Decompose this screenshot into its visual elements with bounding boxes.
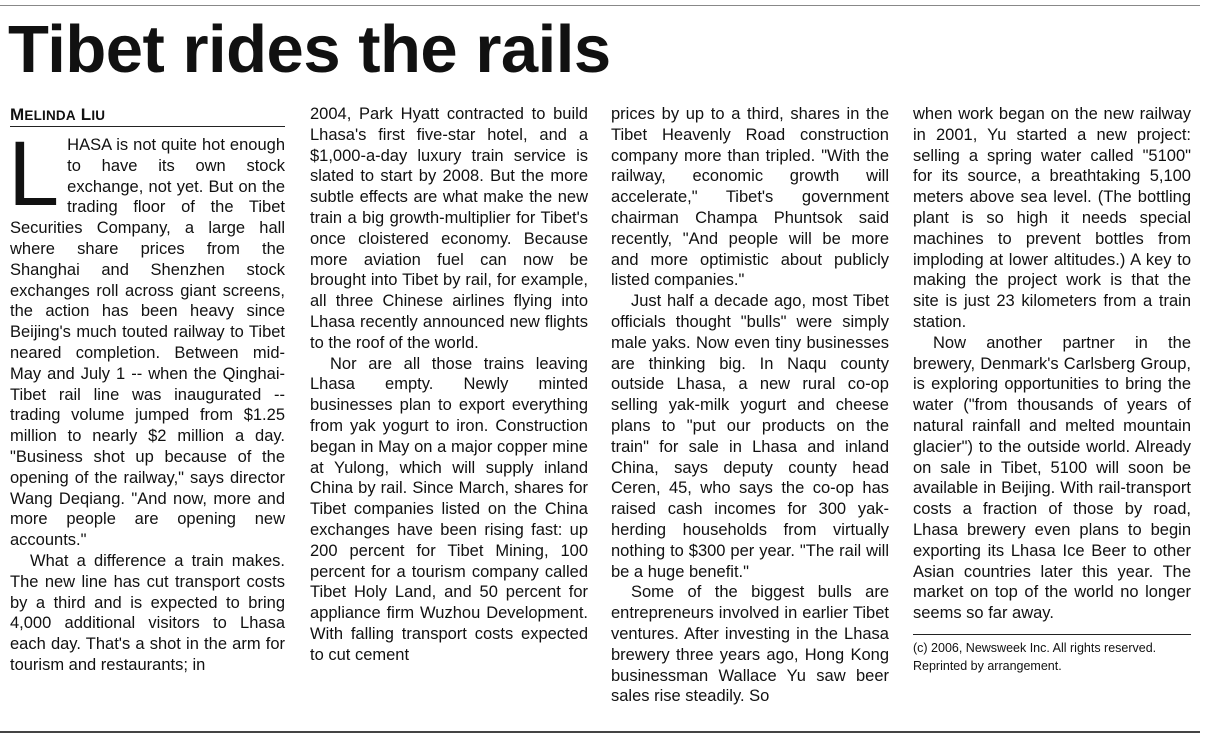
copyright-separator [913,634,1191,635]
column-4 [913,104,1191,675]
paragraph: 2004, Park Hyatt contracted to build Lhasa's first five-star hotel, and a $1,000-a-day luxury train service is slated to start by 2008. But the more subtle effects are what make the new train a big growth-multiplier for Tibet's once cloistered economy. Because more aviation fuel can now be brought into Tibet by rail, for example, all three Chinese airlines flying into Lhasa recently announced new flights to the roof of the world. [310,105,588,352]
column-2 [310,104,588,666]
drop-cap: L [8,123,60,225]
bottom-rule [0,731,1200,733]
paragraph: prices by up to a third, shares in the Tibet Heavenly Road construction company more than tripled. "With the railway, economic growth will accelerate," Tibet's government chairman Champa Phuntsok said recently, "And people will be more and more optimistic about publicly listed companies." [611,105,889,290]
byline: MELINDA LIU [10,104,285,127]
paragraph: Nor are all those trains leaving Lhasa empty. Newly minted businesses plan to export everything from yak yogurt to iron. Construction began in May on a major copper mine at Yulong, which will supply inland China by rail. Since March, shares for Tibet companies listed on the China exchanges have been rising fast: up 200 percent for Tibet Mining, 100 percent for a tourism company called Tibet Holy Land, and 50 percent for appliance firm Wuzhou Development. With falling transport costs expected to cut cement [310,354,588,664]
top-rule [0,5,1200,6]
paragraph: What a difference a train makes. The new line has cut transport costs by a third and is expected to bring 4,000 additional visitors to Lhasa each day. That's a shot in the arm for tourism and restaurants; in [10,551,285,674]
column-1 [10,104,285,676]
copyright-notice: (c) 2006, Newsweek Inc. All rights reserved. Reprinted by arrangement. [913,640,1157,673]
paragraph: Just half a decade ago, most Tibet officials thought "bulls" were simply male yaks. Now even tiny businesses are thinking big. In Naqu county outside Lhasa, a new rural co-op selling yak-milk yogurt and cheese plans to "put our products on the train" for sale in Lhasa and inland China, says deputy county head Ceren, 45, who says the co-op has raised cash incomes for 300 yak-herding households from virtually nothing to $300 per year. "The rail will be a huge benefit." [611,292,889,581]
column-3 [611,104,889,707]
paragraph: when work began on the new railway in 2001, Yu started a new project: selling a spring water called "5100" for its source, a breathtaking 5,100 meters above sea level. (The bottling plant is so high it needs special machines to prevent bottles from imploding at lower altitudes.) A key to making the project work is that the site is just 23 kilometers from a train station. [913,105,1191,331]
paragraph: Some of the biggest bulls are entrepreneurs involved in earlier Tibet ventures. After investing in the Lhasa brewery three years ago, Hong Kong businessman Wallace Yu saw beer sales rise steadily. So [611,583,889,706]
lead-paragraph: LHASA is not quite hot enough to have its own stock exchange, not yet. But on the trading floor of the Tibet Securities Company, a large hall where share prices from the Shanghai and Shenzhen stock exchanges roll across giant screens, the action has been heavy since Beijing's much touted railway to Tibet neared completion. Between mid-May and July 1 -- when the Qinghai-Tibet rail line was inaugurated -- trading volume jumped from $1.25 million to nearly $2 million a day. "Business shot up because of the opening of the railway," says director Wang Deqiang. "And now, more and more people are opening new accounts." [8,123,285,550]
headline: Tibet rides the rails [8,12,611,87]
paragraph: Now another partner in the brewery, Denmark's Carlsberg Group, is exploring opportunities to bring the water ("from thousands of years of natural rainfall and melted mountain glacier") to the outside world. Already on sale in Tibet, 5100 will soon be available in Beijing. With rail-transport costs a fraction of those by road, Lhasa brewery even plans to begin exporting its Lhasa Ice Beer to other Asian countries later this year. The market on top of the world no longer seems so far away. [913,333,1191,623]
